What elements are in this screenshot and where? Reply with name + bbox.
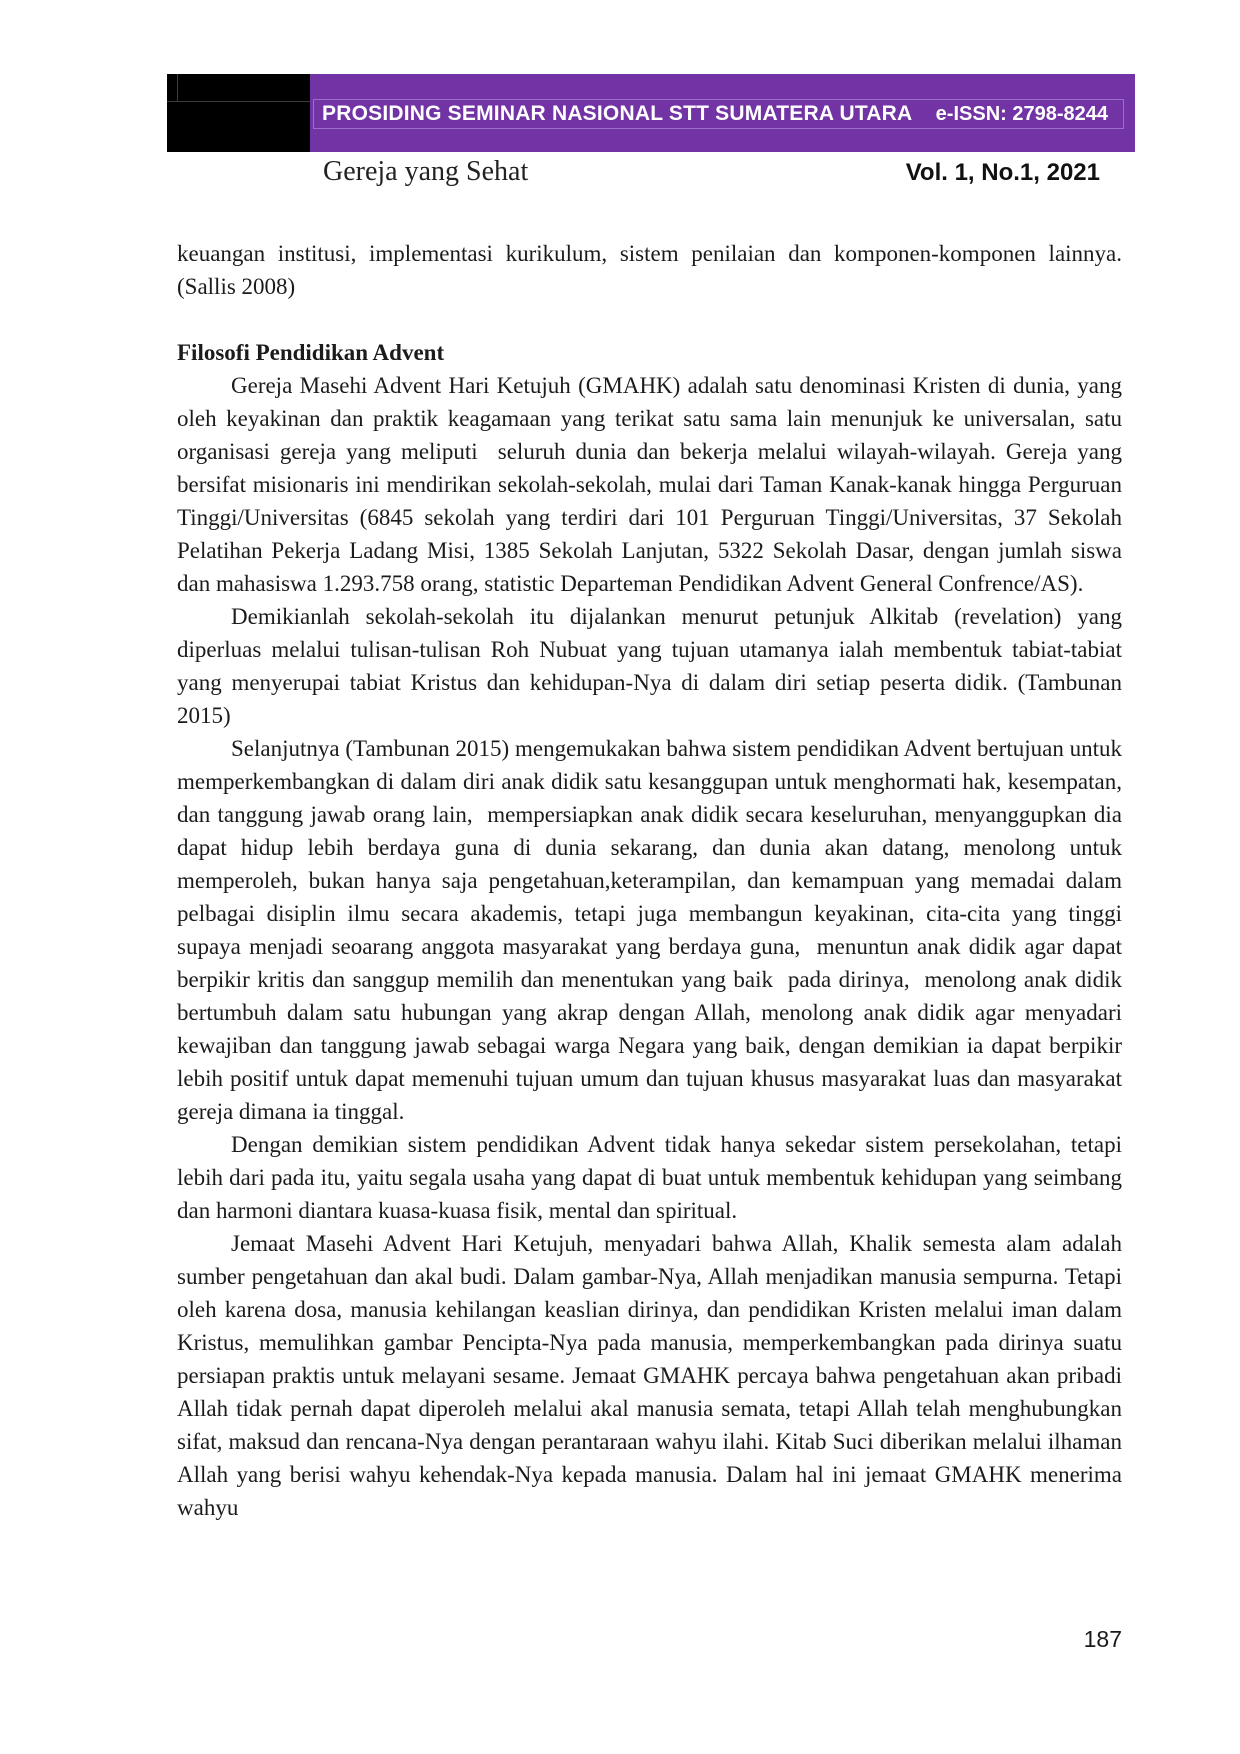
masthead-band — [310, 74, 1135, 152]
proceedings-title: PROSIDING SEMINAR NASIONAL STT SUMATERA UTARA — [322, 102, 913, 125]
paragraph: Selanjutnya (Tambunan 2015) mengemukakan bahwa sistem pendidikan Advent bertujuan untuk memperkembangkan di dalam diri anak didik satu kesanggupan untuk menghormati hak, kesempatan, dan tanggung jawab orang lain, mempersiapkan anak didik secara keseluruhan, menyanggupkan dia dapat hidup lebih berdaya guna di dunia sekarang, dan dunia akan datang, menolong untuk memperoleh, bukan hanya saja pengetahuan,keterampilan, dan kemampuan yang memadai dalam pelbagai disiplin ilmu secara akademis, tetapi juga membangun keyakinan, cita-cita yang tinggi supaya menjadi seoarang anggota masyarakat yang berdaya guna, menuntun anak didik agar dapat berpikir kritis dan sanggup memilih dan menentukan yang baik pada dirinya, menolong anak didik bertumbuh dalam satu hubungan yang akrap dengan Allah, menolong anak didik agar menyadari kewajiban dan tanggung jawab sebagai warga Negara yang baik, dengan demikian ia dapat berpikir lebih positif untuk dapat memenuhi tujuan umum dan tujuan khusus masyarakat luas dan masyarakat gereja dimana ia tinggal. — [177, 736, 1134, 1124]
eissn-label: e-ISSN: 2798-8244 — [935, 102, 1108, 125]
masthead-band-cell — [313, 99, 1124, 129]
masthead-subrow — [323, 156, 1100, 188]
paragraph: Gereja Masehi Advent Hari Ketujuh (GMAHK) adalah satu denominasi Kristen di dunia, yang oleh keyakinan dan praktik keagamaan yang terikat satu sama lain menunjuk ke universalan, satu organisasi gereja yang meliputi seluruh dunia dan bekerja melalui wilayah-wilayah. Gereja yang bersifat misionaris ini mendirikan sekolah-sekolah, mulai dari Taman Kanak-kanak hingga Perguruan Tinggi/Universitas (6845 sekolah yang terdiri dari 101 Perguruan Tinggi/Universitas, 37 Sekolah Pelatihan Pekerja Ladang Misi, 1385 Sekolah Lanjutan, 5322 Sekolah Dasar, dengan jumlah siswa dan mahasiswa 1.293.758 orang, statistic Departeman Pendidikan Advent General Confrence/AS). — [177, 373, 1128, 596]
paragraph-continuation: keuangan institusi, implementasi kurikulum, sistem penilaian dan komponen-komponen lainnya. (Sallis 2008) — [177, 241, 1128, 299]
article-running-title: Gereja yang Sehat — [323, 156, 529, 187]
section-heading: Filosofi Pendidikan Advent — [177, 340, 445, 365]
page-number: 187 — [1083, 1626, 1122, 1652]
volume-info: Vol. 1, No.1, 2021 — [905, 159, 1100, 186]
logo-block-divider-horizontal — [167, 101, 310, 102]
masthead-logo-block — [167, 74, 310, 152]
article-body — [177, 237, 1134, 1524]
paragraph: Jemaat Masehi Advent Hari Ketujuh, menyadari bahwa Allah, Khalik semesta alam adalah sumber pengetahuan dan akal budi. Dalam gambar-Nya, Allah menjadikan manusia sempurna. Tetapi oleh karena dosa, manusia kehilangan keaslian dirinya, dan pendidikan Kristen melalui iman dalam Kristus, memulihkan gambar Pencipta-Nya pada manusia, memperkembangkan pada dirinya suatu persiapan praktis untuk melayani sesame. Jemaat GMAHK percaya bahwa pengetahuan akan pribadi Allah tidak pernah dapat diperoleh melalui akal manusia semata, tetapi Allah telah menghubungkan sifat, maksud dan rencana-Nya dengan perantaraan wahyu ilahi. Kitab Suci diberikan melalui ilhaman Allah yang berisi wahyu kehendak-Nya kepada manusia. Dalam hal ini jemaat GMAHK menerima wahyu — [177, 1231, 1128, 1520]
paragraph: Dengan demikian sistem pendidikan Advent tidak hanya sekedar sistem persekolahan, tetapi lebih dari pada itu, yaitu segala usaha yang dapat di buat untuk membentuk kehidupan yang seimbang dan harmoni diantara kuasa-kuasa fisik, mental dan spiritual. — [177, 1132, 1128, 1223]
paragraph: Demikianlah sekolah-sekolah itu dijalankan menurut petunjuk Alkitab (revelation) yang diperluas melalui tulisan-tulisan Roh Nubuat yang tujuan utamanya ialah membentuk tabiat-tabiat yang menyerupai tabiat Kristus dan kehidupan-Nya di dalam diri setiap peserta didik. (Tambunan 2015) — [177, 604, 1128, 728]
logo-block-divider-vertical — [177, 74, 178, 101]
